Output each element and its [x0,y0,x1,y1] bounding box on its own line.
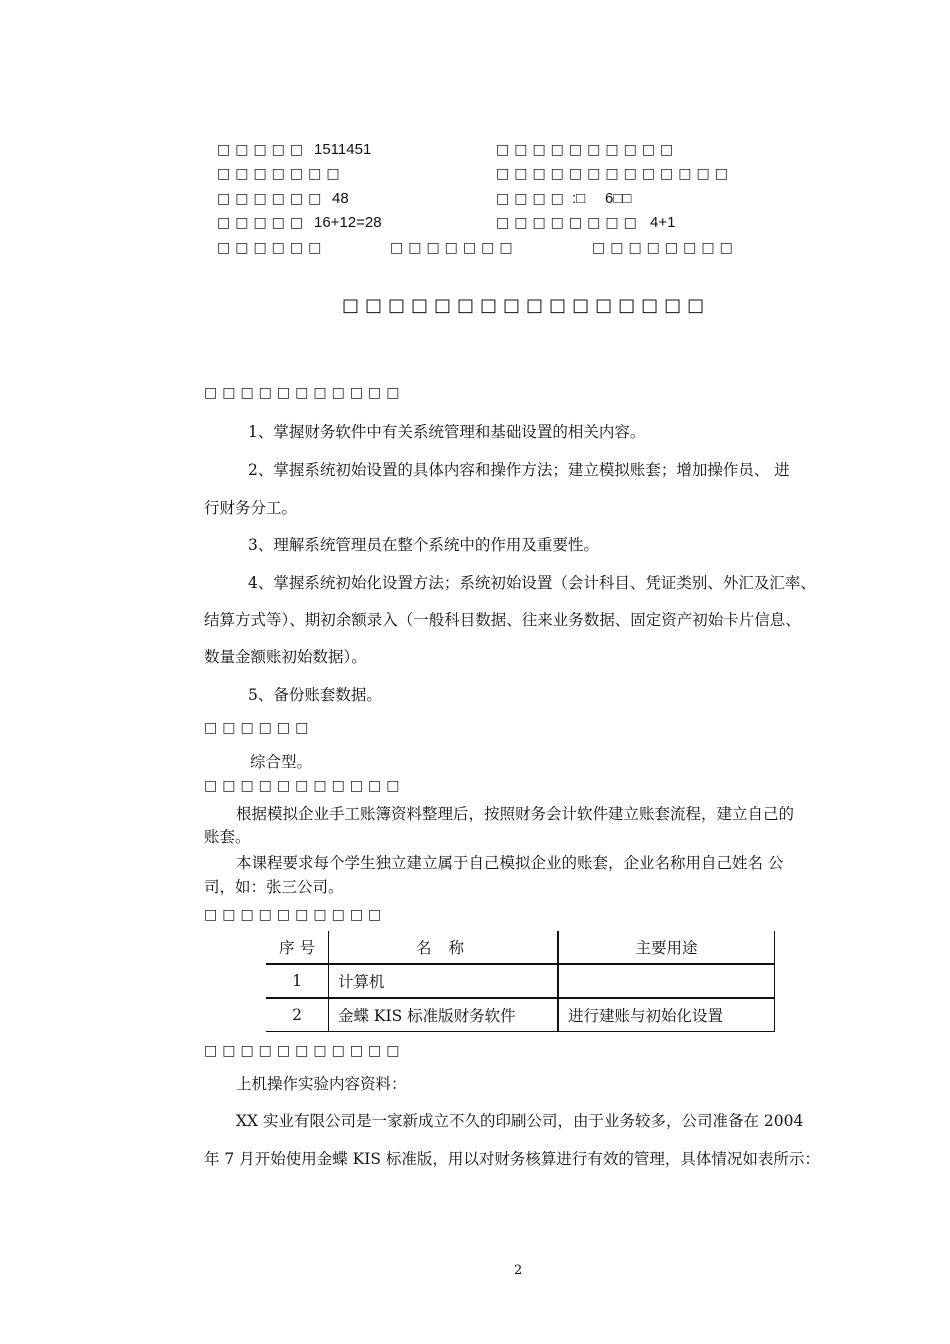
table-cell: 1 [266,964,329,998]
header-r3-value: 48 [332,190,349,207]
header-r5-label: □□□□□□ [217,240,327,256]
header-r5-right-label: □□□□□□□□ [592,240,738,256]
page-number: 2 [514,1263,523,1278]
s3-line-4: 司，如：张三公司。 [204,878,344,896]
section-3-heading: □□□□□□□□□□□ [204,778,405,794]
header-r1-value: 1511451 [314,141,372,158]
table-cell: 计算机 [329,964,559,998]
header-r1-label: □□□□□ [217,142,309,158]
s2-text: 综合型。 [250,753,313,771]
header-r5-middle-label: □□□□□□□ [390,240,518,256]
header-r3-right-sep: :□ [572,190,586,207]
table-header-cell: 序 号 [266,931,329,964]
s3-line-1: 根据模拟企业手工账簿资料整理后，按照财务会计软件建立账套流程，建立自己的 [236,805,795,823]
s1-item-4c: 数量金额账初始数据）。 [204,648,367,666]
s1-item-2a: 2、掌握系统初始设置的具体内容和操作方法；建立模拟账套；增加操作员、 进 [248,461,790,479]
header-r3-right-value: 6□□ [605,190,632,207]
table-row [266,964,775,998]
header-r4-value: 16+12=28 [314,214,382,231]
table-cell: 2 [266,998,329,1032]
section-1-heading: □□□□□□□□□□□ [204,385,405,401]
table-cell: 金蝶 KIS 标准版财务软件 [329,998,559,1032]
section-4-heading: □□□□□□□□□□ [204,907,387,923]
s1-item-3: 3、理解系统管理员在整个系统中的作用及重要性。 [248,536,599,554]
s1-item-2b: 行财务分工。 [204,499,298,517]
s3-line-2: 账套。 [204,828,251,846]
table-header-row [266,931,775,964]
header-r2-right-label: □□□□□□□□□□□□□ [496,166,733,182]
s5-line-3: 年 7 月开始使用金蝶 KIS 标准版，用以对财务核算进行有效的管理，具体情况如表所示： [204,1150,820,1168]
table-cell [558,964,775,998]
page-title: □□□□□□□□□□□□□□□□ [342,295,711,316]
table-header-cell: 名 称 [329,931,559,964]
s1-item-4b: 结算方式等）、期初余额录入（一般科目数据、往来业务数据、固定资产初始卡片信息、 [204,611,801,629]
table-header-cell: 主要用途 [558,931,775,964]
s5-line-1: 上机操作实验内容资料： [236,1075,407,1093]
s3-line-3: 本课程要求每个学生独立建立属于自己模拟企业的账套，企业名称用自己姓名 公 [236,854,784,872]
section-5-heading: □□□□□□□□□□□ [204,1043,405,1059]
s5-line-2: XX 实业有限公司是一家新成立不久的印刷公司，由于业务较多，公司准备在 2004 [236,1112,804,1130]
header-r2-label: □□□□□□□ [217,166,345,182]
s1-item-4a: 4、掌握系统初始化设置方法；系统初始设置（会计科目、凭证类别、外汇及汇率、 [248,574,816,592]
s1-item-1: 1、掌握财务软件中有关系统管理和基础设置的相关内容。 [248,423,646,441]
table-row [266,998,775,1032]
header-r4-right-label: □□□□□□□□ [496,215,642,231]
s1-item-5: 5、备份账套数据。 [248,686,382,704]
equipment-table [266,931,775,1032]
header-r3-label: □□□□□□ [217,191,327,207]
table-cell: 进行建账与初始化设置 [558,998,775,1032]
header-r3-right-label: □□□□ [496,191,569,207]
header-r4-right-value: 4+1 [650,214,676,231]
header-r1-right-label: □□□□□□□□□□ [496,142,679,158]
header-r4-label: □□□□□ [217,215,309,231]
section-2-heading: □□□□□□ [204,720,314,736]
